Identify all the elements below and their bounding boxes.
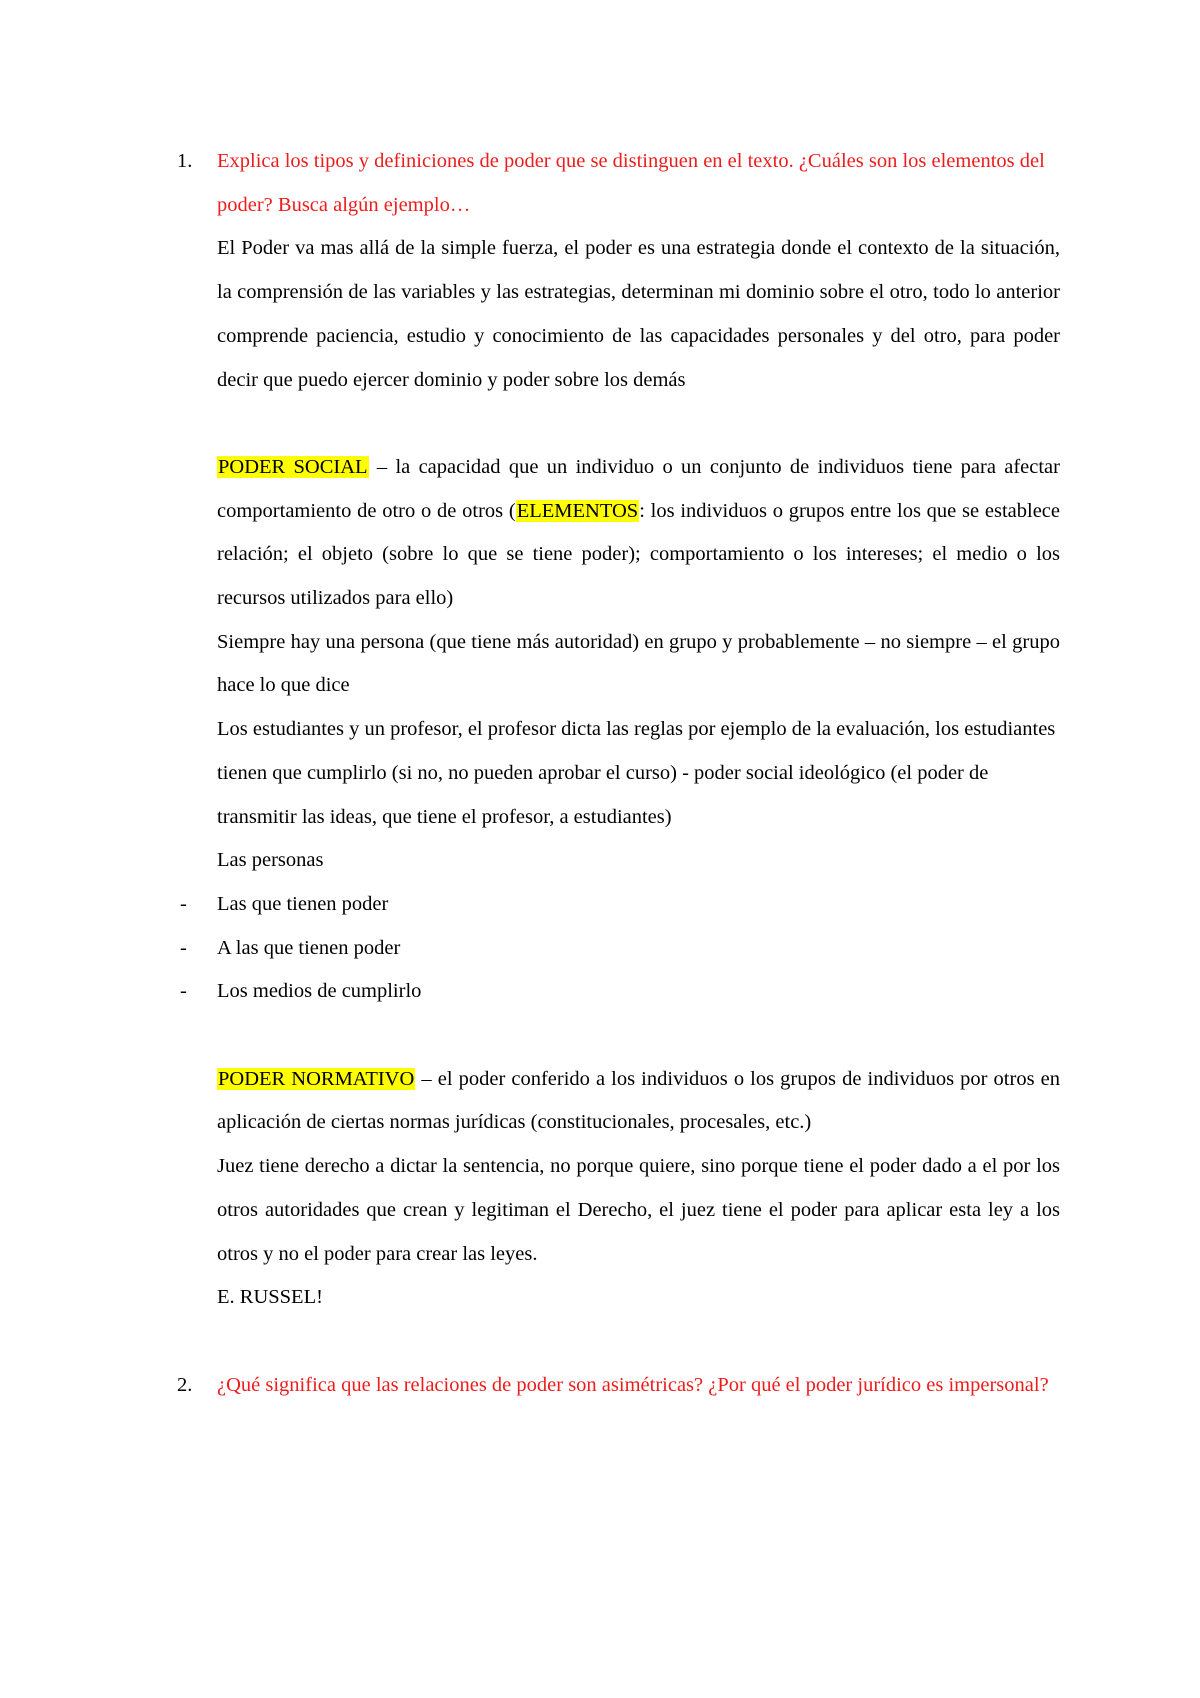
question-2-number: 2. — [177, 1373, 193, 1396]
spacer — [217, 1014, 1060, 1058]
poder-social-definition — [217, 446, 1060, 621]
poder-social-example-1: Siempre hay una persona (que tiene más autoridad) en grupo y probablemente – no siempre – el grupo hace lo que dice — [217, 630, 1060, 697]
poder-normativo-term: PODER NORMATIVO — [218, 1067, 415, 1090]
list-item — [180, 883, 1060, 927]
list-dash: - — [180, 892, 187, 915]
list-item-text: Las que tienen poder — [217, 892, 389, 915]
question-2 — [177, 1364, 1060, 1408]
list-item-text: A las que tienen poder — [217, 936, 401, 959]
spacer — [217, 1320, 1060, 1364]
list-dash: - — [180, 980, 187, 1003]
list-heading: Las personas — [217, 849, 324, 872]
question-2-text: ¿Qué significa que las relaciones de poder son asimétricas? ¿Por qué el poder jurídico es impersonal? — [217, 1373, 1049, 1396]
poder-normativo-example: Juez tiene derecho a dictar la sentencia, no porque quiere, sino porque tiene el poder dado a el por los otros autoridades que crean y legitiman el Derecho, el juez tiene el poder para aplicar esta ley a los otros y no el poder para crear las leyes. — [217, 1155, 1060, 1265]
author-reference: E. RUSSEL! — [217, 1286, 323, 1309]
list-dash: - — [180, 936, 187, 959]
list-item — [180, 970, 1060, 1014]
poder-normativo-definition-text: – el poder conferido a los individuos o los grupos de individuos por otros en aplicación de ciertas normas jurídicas (constitucionales, procesales, etc.) — [217, 1067, 1060, 1134]
list-item — [180, 927, 1060, 971]
poder-social-definition-end: : los individuos o grupos entre los que se establece relación; el objeto (sobre lo que se tiene poder); comportamiento o los intereses; el medio o los recursos utilizados para ello) — [217, 499, 1061, 610]
elementos-term: ELEMENTOS — [516, 499, 639, 522]
intro-paragraph: El Poder va mas allá de la simple fuerza, el poder es una estrategia donde el contexto de la situación, la comprensión de las variables y las estrategias, determinan mi dominio sobre el otro, todo lo anterior comprende paciencia, estudio y conocimiento de las capacidades personales y del otro, para poder decir que puedo ejercer dominio y poder sobre los demás — [217, 237, 1060, 391]
document-content — [177, 140, 1061, 1407]
poder-social-definition-start: – la capacidad que un individuo o un conjunto de individuos tiene para afectar comportamiento de otro o de otros ( — [217, 455, 1060, 522]
poder-normativo-definition — [217, 1058, 1060, 1145]
question-1 — [177, 140, 1060, 227]
question-1-text: Explica los tipos y definiciones de poder que se distinguen en el texto. ¿Cuáles son los elementos del poder? Busca algún ejemplo… — [217, 150, 1045, 216]
question-1-number: 1. — [177, 150, 193, 172]
list-item-text: Los medios de cumplirlo — [217, 980, 422, 1003]
poder-social-term: PODER SOCIAL — [218, 455, 368, 478]
poder-social-example-2: Los estudiantes y un profesor, el profesor dicta las reglas por ejemplo de la evaluación, los estudiantes tienen que cumplirlo (si no, no pueden aprobar el curso) - poder social ideológico (el poder de transmitir las ideas, que tiene el profesor, a estudiantes) — [217, 718, 1056, 828]
spacer — [217, 402, 1060, 446]
